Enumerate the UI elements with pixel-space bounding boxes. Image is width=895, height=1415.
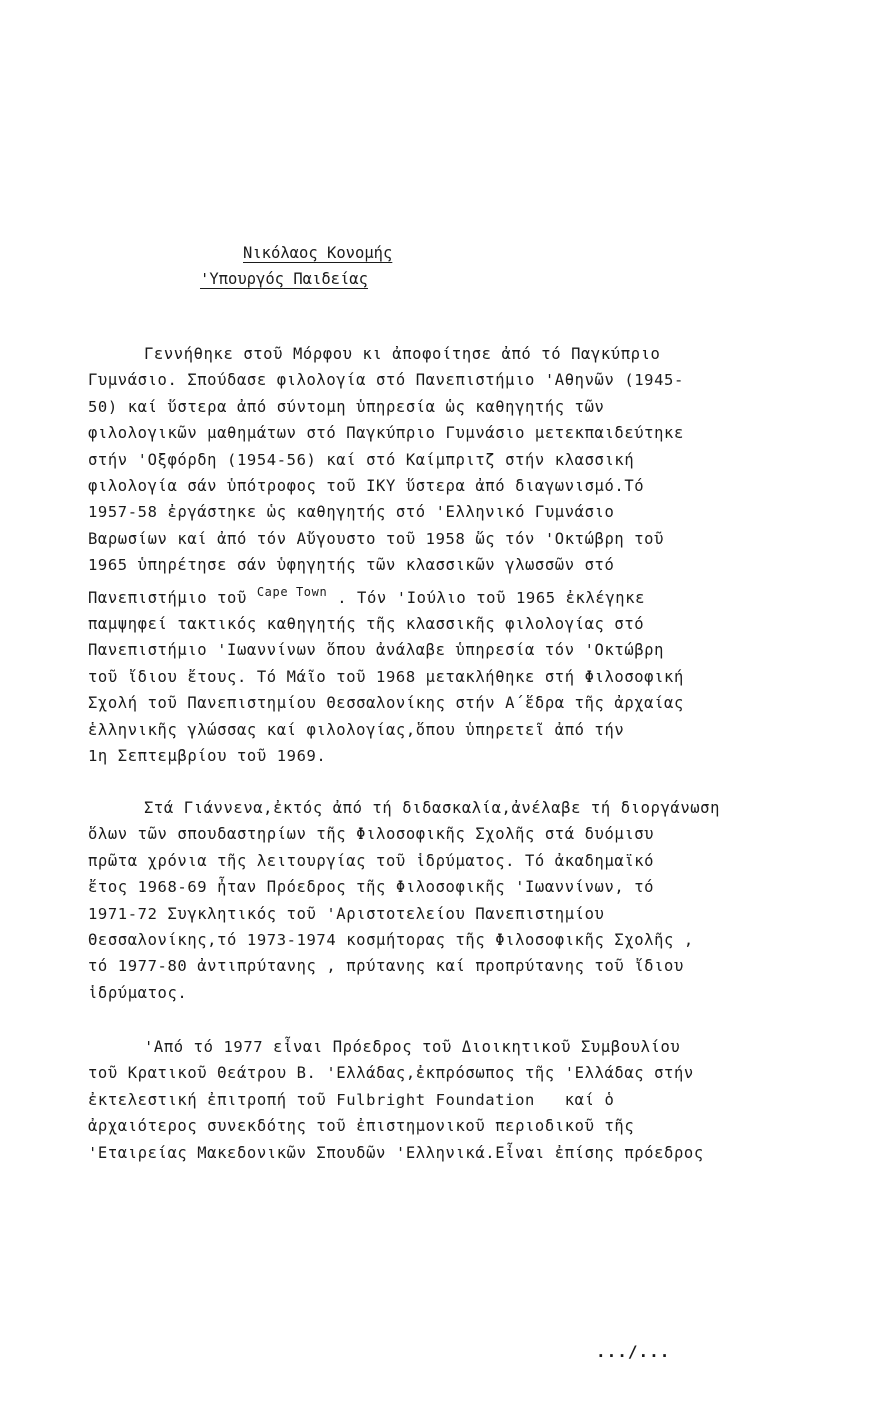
text-line: Θεσσαλονίκης,τό 1973-1974 κοσμήτορας τῆς Φιλοσοφικῆς Σχολῆς , <box>88 931 694 950</box>
text-line: 1971-72 Συγκλητικός τοῦ 'Αριστοτελείου Πανεπιστημίου <box>88 904 605 923</box>
text-line: πρῶτα χρόνια τῆς λειτουργίας τοῦ ἱδρύματος. Τό ἀκαδημαϊκό <box>88 851 655 870</box>
text-line: 1965 ὑπηρέτησε σάν ὑφηγητής τῶν κλασσικῶν γλωσσῶν στό <box>88 556 615 575</box>
paragraph-positions <box>88 1034 788 1166</box>
text-line: τό 1977-80 ἀντιπρύτανης , πρύτανης καί προπρύτανης τοῦ ἴδιου <box>88 957 684 976</box>
text-line: Στά Γιάννενα,ἐκτός ἀπό τή διδασκαλία,ἀνέλαβε τή διοργάνωση <box>144 799 721 817</box>
title-block <box>200 240 600 292</box>
text-line: τοῦ Κρατικοῦ Θεάτρου Β. 'Ελλάδας,ἐκπρόσωπος τῆς 'Ελλάδας στήν <box>88 1064 694 1083</box>
text-line: 'Εταιρείας Μακεδονικῶν Σπουδῶν 'Ελληνικά.Εἶναι ἐπίσης πρόεδρος <box>88 1143 704 1162</box>
text-line: ἑλληνικῆς γλώσσας καί φιλολογίας,ὅπου ὑπηρετεῖ ἀπό τήν <box>88 720 625 739</box>
text-line: παμψηφεί τακτικός καθηγητής τῆς κλασσικῆς φιλολογίας στό <box>88 615 645 634</box>
text-line: φιλολογικῶν μαθημάτων στό Παγκύπριο Γυμνάσιο μετεκπαιδεύτηκε <box>88 424 684 443</box>
person-role: 'Υπουργός Παιδείας <box>200 270 368 288</box>
person-name: Νικόλαος Κονομής <box>243 244 393 262</box>
text-line: Γυμνάσιο. Σπούδασε φιλολογία στό Πανεπιστήμιο 'Αθηνῶν (1945- <box>88 371 684 390</box>
text-segment: . Τόν 'Ιούλιο τοῦ 1965 ἐκλέγηκε <box>327 588 646 607</box>
continuation-mark: .../... <box>596 1342 671 1361</box>
text-line: Γεννήθηκε στοῦ Μόρφου κι ἀποφοίτησε ἀπό τό Παγκύπριο <box>144 345 661 363</box>
text-line: Πανεπιστήμιο 'Ιωαννίνων ὅπου ἀνάλαβε ὑπηρεσία τόν 'Οκτώβρη <box>88 641 665 660</box>
text-line: ἔτος 1968-69 ἦταν Πρόεδρος τῆς Φιλοσοφικῆς 'Ιωαννίνων, τό <box>88 878 655 897</box>
text-line: 1957-58 ἐργάστηκε ὡς καθηγητής στό 'Ελληνικό Γυμνάσιο <box>88 503 615 522</box>
text-line: Βαρωσίων καί ἀπό τόν Αὔγουστο τοῦ 1958 ὥς τόν 'Οκτώβρη τοῦ <box>88 529 665 548</box>
text-line: ὅλων τῶν σπουδαστηρίων τῆς Φιλοσοφικῆς Σχολῆς στά δυόμισυ <box>88 825 655 844</box>
paragraph-ioannina <box>88 795 788 1006</box>
text-line: Σχολή τοῦ Πανεπιστημίου Θεσσαλονίκης στήν Α΄ἕδρα τῆς ἀρχαίας <box>88 694 684 713</box>
text-line: ἐκτελεστική ἐπιτροπή τοῦ Fulbright Foundation καί ὁ <box>88 1090 615 1109</box>
text-segment: Πανεπιστήμιο τοῦ <box>88 588 257 607</box>
text-line: 1η Σεπτεμβρίου τοῦ 1969. <box>88 747 327 766</box>
text-line: 'Από τό 1977 εἶναι Πρόεδρος τοῦ Διοικητικοῦ Συμβουλίου <box>144 1038 681 1056</box>
text-line <box>88 579 788 611</box>
superscript-insert: Cape Town <box>256 584 328 599</box>
text-line: ἱδρύματος. <box>88 983 188 1002</box>
text-line: στήν 'Οξφόρδη (1954-56) καί στό Καίμπριτζ στήν κλασσική <box>88 450 635 469</box>
text-line: 50) καί ὕστερα ἀπό σύντομη ὑπηρεσία ὡς καθηγητής τῶν <box>88 397 605 416</box>
text-line: τοῦ ἴδιου ἔτους. Τό Μάῖο τοῦ 1968 μετακλήθηκε στή Φιλοσοφική <box>88 667 684 686</box>
text-line: ἀρχαιότερος συνεκδότης τοῦ ἐπιστημονικοῦ περιοδικοῦ τῆς <box>88 1117 635 1136</box>
text-line: φιλολογία σάν ὑπότροφος τοῦ ΙΚΥ ὕστερα ἀπό διαγωνισμό.Τό <box>88 477 645 496</box>
paragraph-biography <box>88 341 788 770</box>
